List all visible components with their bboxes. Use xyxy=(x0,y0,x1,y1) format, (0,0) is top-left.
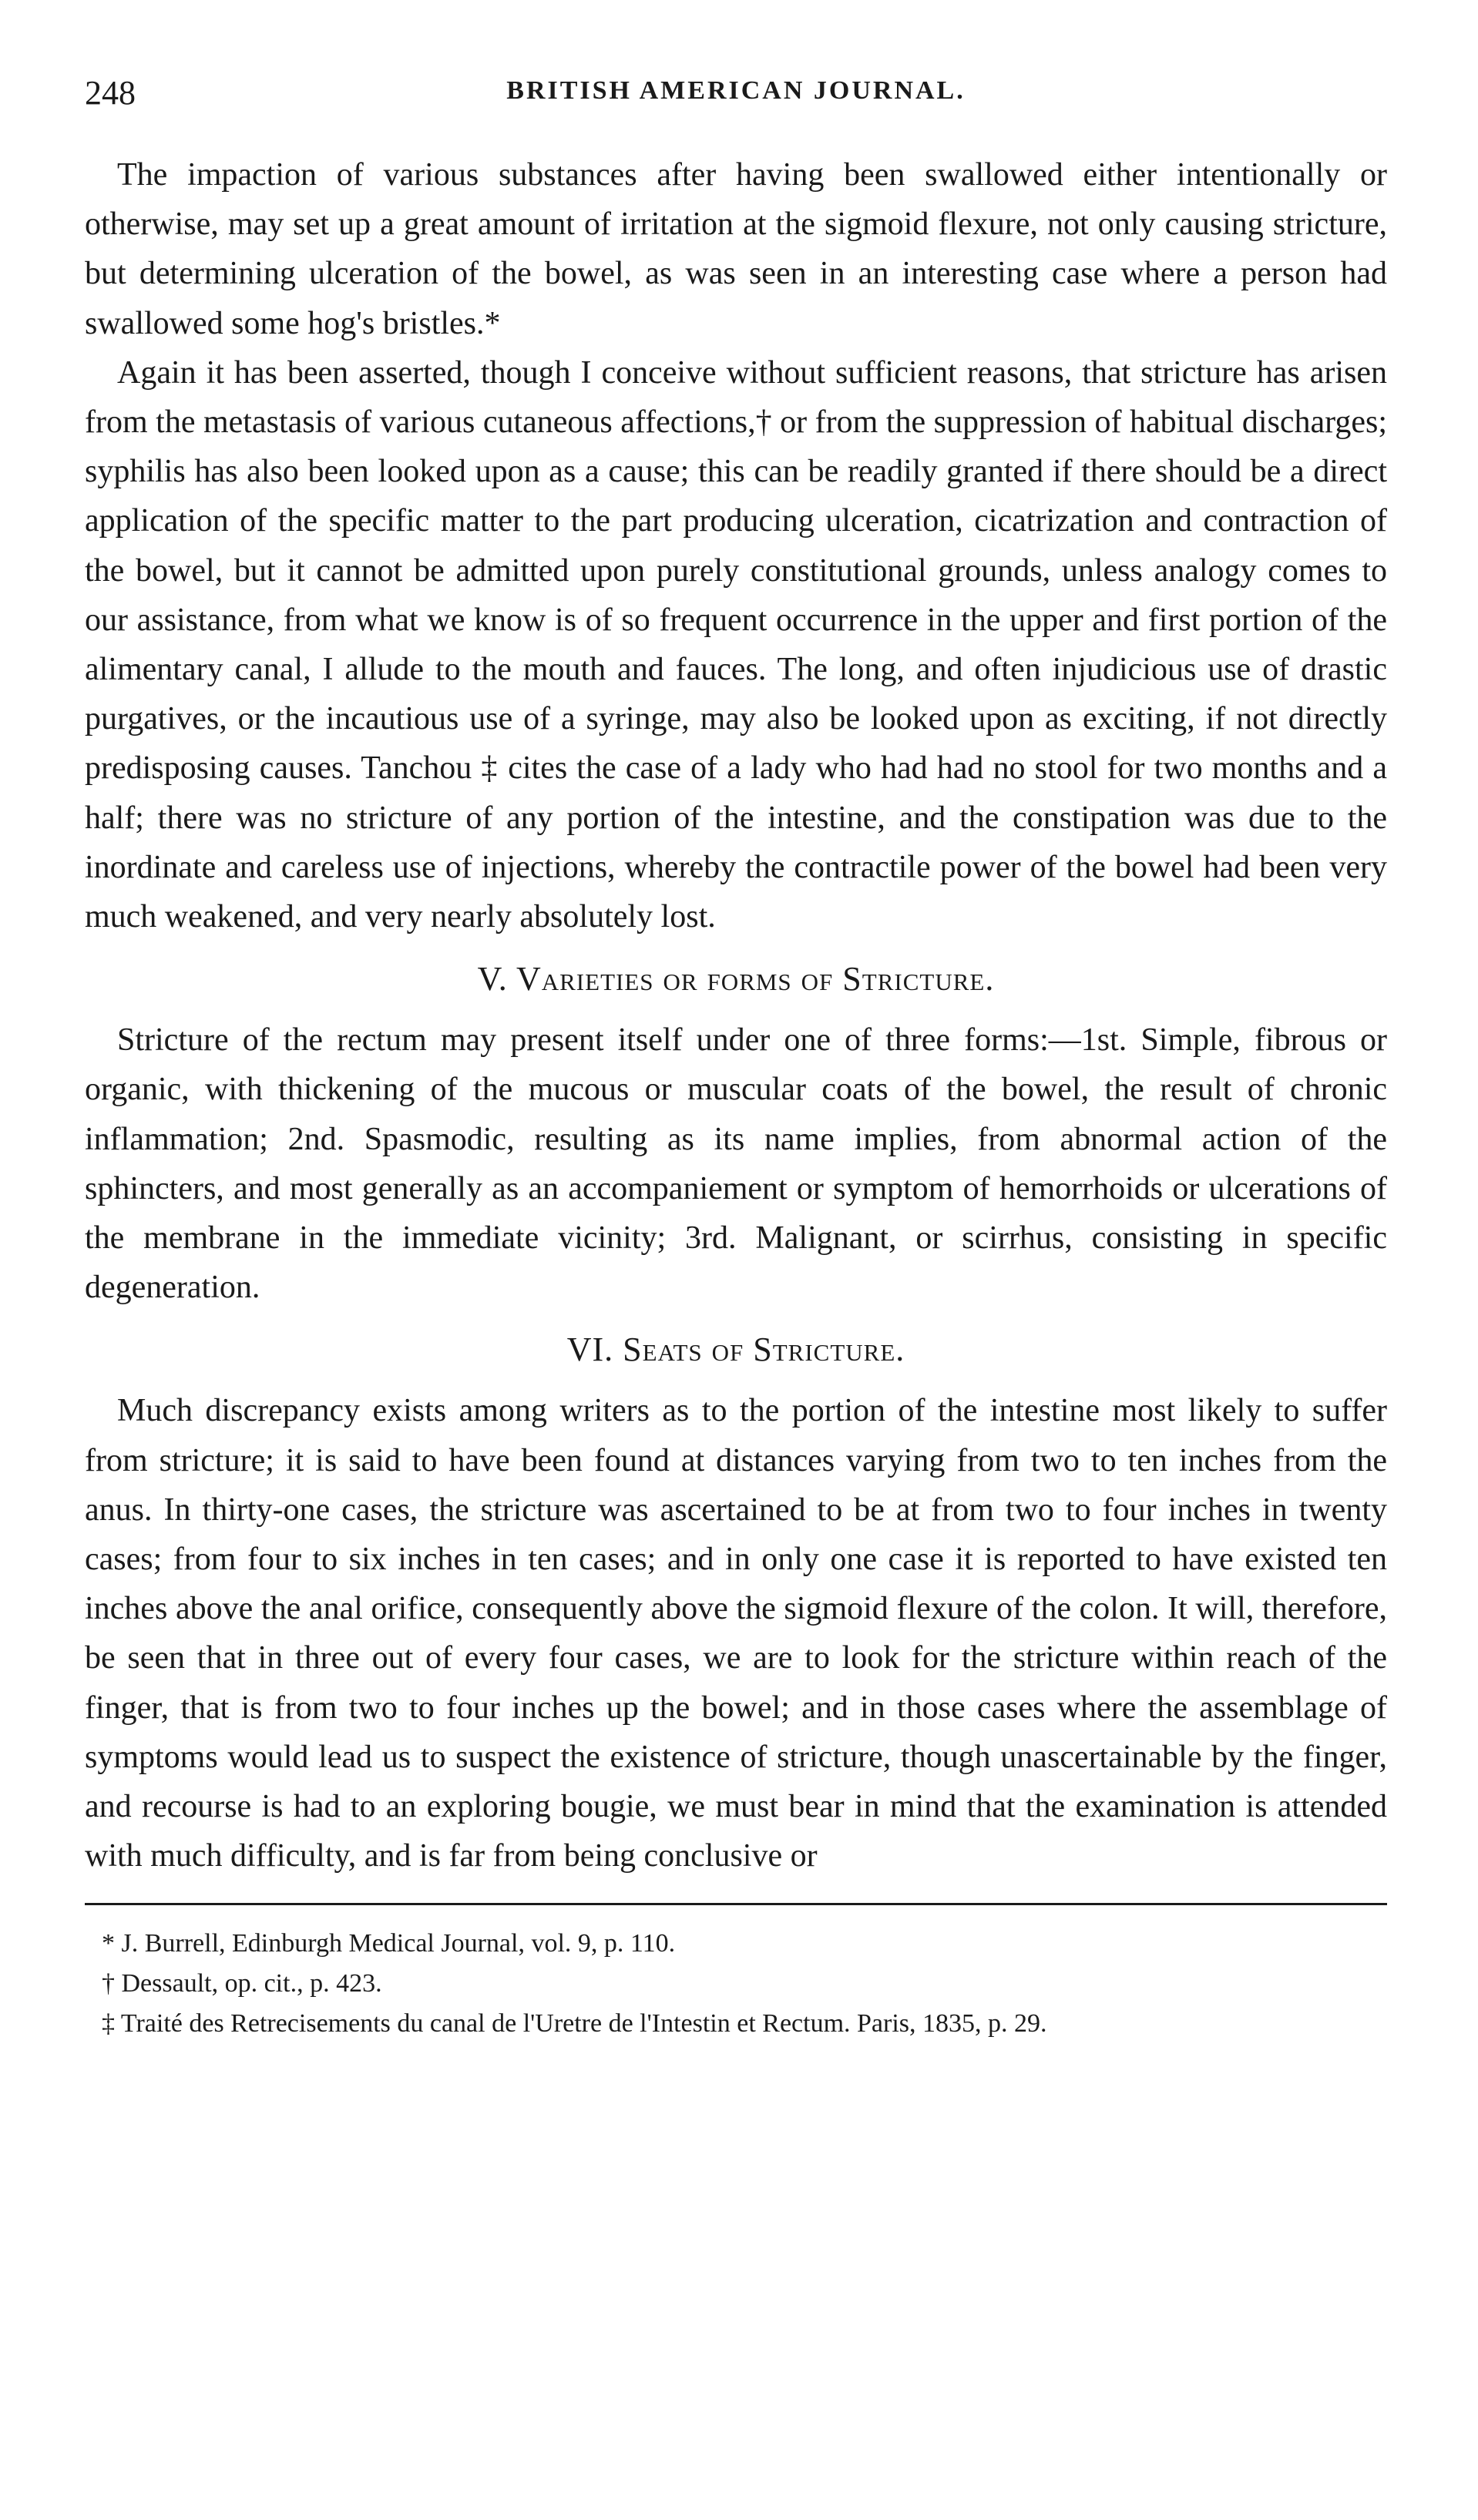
running-head xyxy=(85,73,1387,119)
footnote-dessault: † Dessault, op. cit., p. 423. xyxy=(102,1968,382,1998)
paragraph-impaction: The impaction of various substances after having been swallowed either intentionally or otherwise, may set up a great amount of irritation at the sigmoid flexure, not only causing stricture, but determining ulceration of the bowel, as was seen in an interesting case where a person had swallowed some hog's bristles.* xyxy=(85,157,1387,341)
journal-page xyxy=(85,73,1387,2044)
section-heading-seats: VI. Seats of Stricture. xyxy=(566,1330,905,1369)
paragraph-causes: Again it has been asserted, though I conceive without sufficient reasons, that stricture has arisen from the metastasis of various cutaneous affections,† or from the suppression of habitual discharges; syphilis has also been looked upon as a cause; this can be readily granted if there should be a direct application of the specific matter to the part producing ulceration, cicatrization and contraction of the bowel, but it cannot be admitted upon purely constitutional grounds, unless analogy comes to our assistance, from what we know is of so frequent occurrence in the upper and first portion of the alimentary canal, I allude to the mouth and fauces. The long, and often injudicious use of drastic purgatives, or the incautious use of a syringe, may also be looked upon as exciting, if not directly predisposing causes. Tanchou ‡ cites the case of a lady who had had no stool for two months and a half; there was no stricture of any portion of the intestine, and the constipation was due to the inordinate and careless use of injections, whereby the contractile power of the bowel had been very much weakened, and very nearly absolutely lost. xyxy=(85,354,1387,935)
footnote-burrell: * J. Burrell, Edinburgh Medical Journal, vol. 9, p. 110. xyxy=(102,1928,676,1958)
footnote-divider xyxy=(85,1903,1387,1905)
footnote-traite: ‡ Traité des Retrecisements du canal de l'Uretre de l'Intestin et Rectum. Paris, 1835, p. 29. xyxy=(102,2008,1047,2038)
footnotes xyxy=(85,1924,1387,2044)
section-heading-varieties: V. Varieties or forms of Stricture. xyxy=(477,960,995,998)
page-number: 248 xyxy=(85,74,136,112)
paragraph-varieties: Stricture of the rectum may present itself under one of three forms:—1st. Simple, fibrous or organic, with thickening of the mucous or muscular coats of the bowel, the result of chronic inflammation; 2nd. Spasmodic, resulting as its name implies, from abnormal action of the sphincters, and most generally as an accompaniement or symptom of hemorrhoids or ulcerations of the membrane in the immediate vicinity; 3rd. Malignant, or scirrhus, consisting in specific degeneration. xyxy=(85,1022,1387,1306)
paragraph-seats: Much discrepancy exists among writers as to the portion of the intestine most likely to suffer from stricture; it is said to have been found at distances varying from two to ten inches from the anus. In thirty-one cases, the stricture was ascertained to be at from two to four inches in twenty cases; from four to six inches in ten cases; and in only one case it is reported to have existed ten inches above the anal orifice, consequently above the sigmoid flexure of the colon. It will, therefore, be seen that in three out of every four cases, we are to look for the stricture within reach of the finger, that is from two to four inches up the bowel; and in those cases where the assemblage of symptoms would lead us to suspect the existence of stricture, though unascertainable by the finger, and recourse is had to an exploring bougie, we must bear in mind that the examination is attended with much difficulty, and is far from being conclusive or xyxy=(85,1393,1387,1874)
journal-title: BRITISH AMERICAN JOURNAL. xyxy=(506,76,966,105)
